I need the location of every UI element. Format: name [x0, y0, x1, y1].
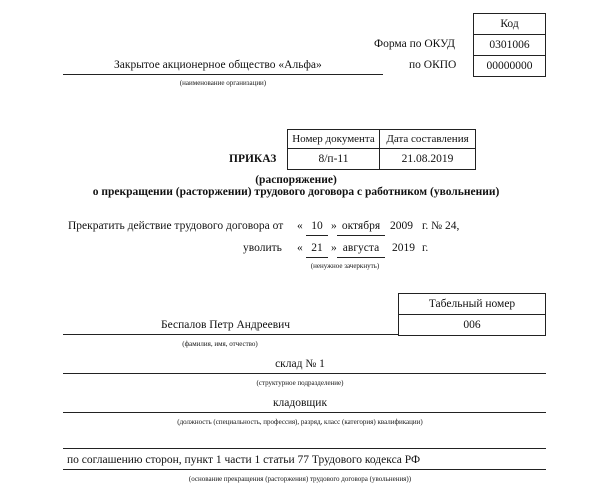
employee-name-underline: [63, 334, 398, 335]
doc-date-header-cell: [380, 129, 476, 149]
dismiss-year: 2019: [392, 242, 415, 254]
department: склад № 1: [275, 358, 325, 370]
position: кладовщик: [272, 397, 328, 409]
organization-name: Закрытое акционерное общество «Альфа»: [114, 59, 322, 71]
terminate-quote-open: «: [297, 220, 303, 232]
doc-date-value: 21.08.2019: [401, 152, 454, 165]
code-header-cell: [473, 13, 546, 35]
organization-underline: [63, 74, 383, 75]
doc-number-header-cell: [287, 129, 380, 149]
tab-number-header-cell: [398, 293, 546, 315]
basis-underline: [63, 469, 546, 470]
terminate-label: Прекратить действие трудового договора от: [68, 220, 284, 232]
position-underline: [63, 412, 546, 413]
department-underline: [63, 373, 546, 374]
doc-number-value: 8/п-11: [318, 152, 349, 165]
terminate-year: 2009: [390, 220, 413, 232]
dismiss-day-underline: [306, 257, 328, 258]
terminate-quote-close: »: [331, 220, 337, 232]
order-subtitle: (распоряжение): [255, 174, 337, 186]
okud-label: Форма по ОКУД: [374, 38, 455, 50]
code-header: Код: [500, 18, 519, 30]
doc-number-header: Номер документа: [292, 133, 375, 145]
okud-code-cell: [473, 34, 546, 56]
dismiss-quote-close: »: [331, 242, 337, 254]
blank-underline: [63, 448, 546, 449]
tab-number-value-cell: [398, 314, 546, 336]
okpo-code-cell: [473, 55, 546, 77]
dismiss-label: уволить: [243, 242, 282, 254]
organization-caption: (наименование организации): [179, 79, 267, 87]
doc-date-header: Дата составления: [386, 133, 469, 145]
terminate-month-underline: [337, 235, 385, 236]
position-caption: (должность (специальность, профессия), разряд, класс (категория) квалификации): [177, 418, 423, 426]
dismiss-year-suffix: г.: [422, 242, 429, 254]
terminate-year-suffix: г. № 24,: [422, 220, 460, 232]
dismiss-quote-open: «: [297, 242, 303, 254]
terminate-day-underline: [306, 235, 328, 236]
okud-code-value: 0301006: [489, 38, 530, 51]
order-title: ПРИКАЗ: [229, 153, 277, 165]
basis-caption: (основание прекращения (расторжения) трудового договора (увольнения)): [188, 475, 412, 483]
tab-number-header: Табельный номер: [428, 298, 516, 310]
employee-name: Беспалов Петр Андреевич: [161, 319, 291, 331]
employee-name-caption: (фамилия, имя, отчество): [182, 340, 258, 348]
doc-date-value-cell: [380, 148, 476, 170]
terminate-month: октября: [341, 220, 381, 232]
dismiss-month: августа: [342, 242, 380, 254]
dismiss-month-underline: [337, 257, 385, 258]
okpo-label: по ОКПО: [409, 59, 457, 71]
basis-text: по соглашению сторон, пункт 1 части 1 статьи 77 Трудового кодекса РФ: [67, 454, 421, 466]
okpo-code-value: 00000000: [486, 59, 533, 72]
tab-number-value: 006: [463, 318, 481, 331]
doc-number-value-cell: [287, 148, 380, 170]
terminate-day: 10: [311, 220, 323, 232]
department-caption: (структурное подразделение): [256, 379, 344, 387]
dismiss-caption: (ненужное зачеркнуть): [310, 262, 380, 270]
dismiss-day: 21: [311, 242, 323, 254]
order-topic: о прекращении (расторжении) трудового договора с работником (увольнении): [92, 186, 500, 198]
